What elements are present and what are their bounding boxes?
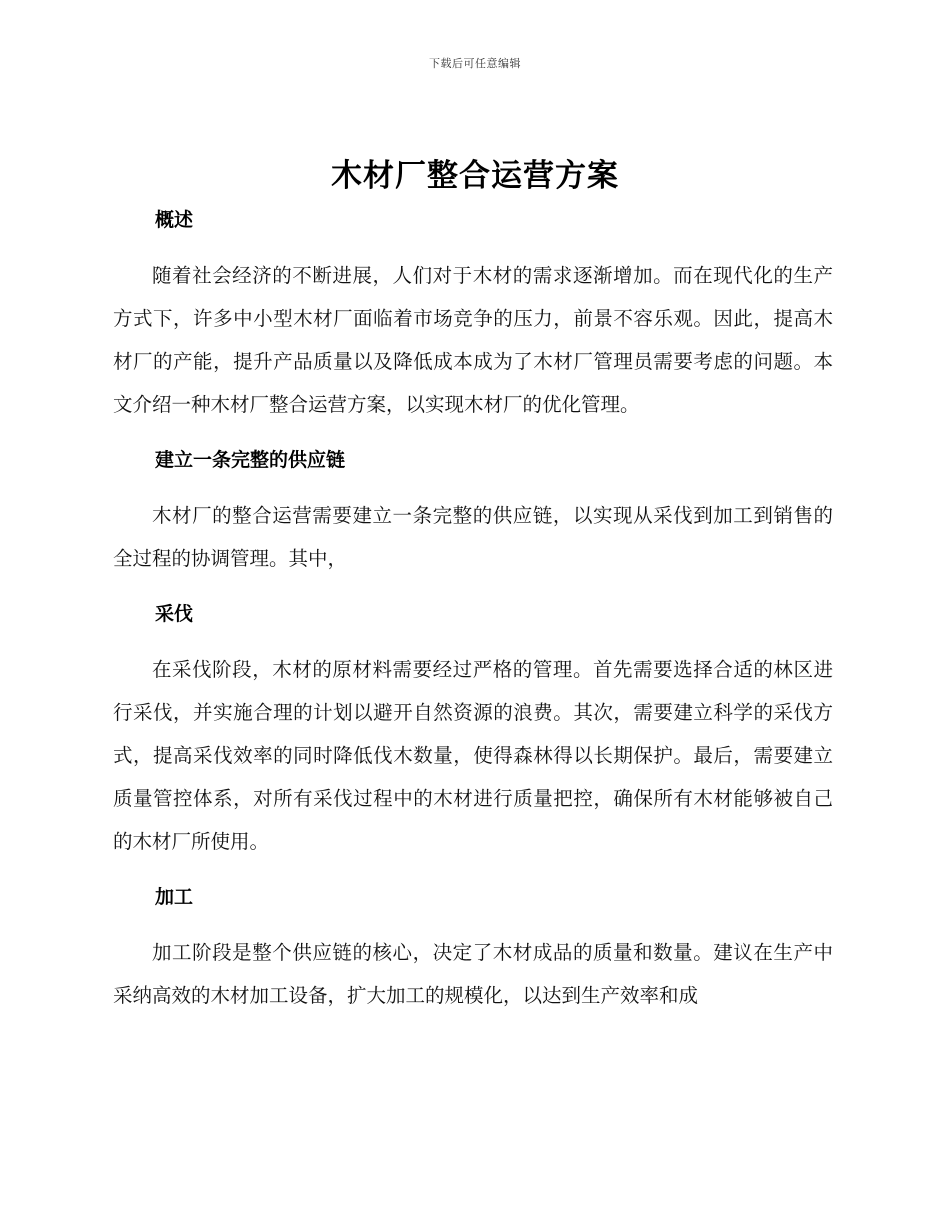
section-supply-chain [113, 440, 833, 580]
document-title: 木材厂整合运营方案 [331, 158, 619, 194]
section-paragraph: 在采伐阶段，木材的原材料需要经过严格的管理。首先需要选择合适的林区进行采伐，并实施合理的计划以避开自然资源的浪费。其次，需要建立科学的采伐方式，提高采伐效率的同时降低伐木数量，使得森林得以长期保护。最后，需要建立质量管控体系，对所有采伐过程中的木材进行质量把控，确保所有木材能够被自己的木材厂所使用。 [113, 658, 833, 853]
section-processing [113, 877, 833, 1017]
document-body [113, 200, 833, 1031]
header-note: 下载后可任意编辑 [429, 57, 521, 70]
section-heading: 建立一条完整的供应链 [155, 449, 346, 471]
section-heading: 加工 [155, 886, 194, 908]
section-paragraph: 加工阶段是整个供应链的核心，决定了木材成品的质量和数量。建议在生产中采纳高效的木材加工设备，扩大加工的规模化，以达到生产效率和成 [113, 941, 833, 1007]
section-heading: 采伐 [155, 603, 194, 625]
section-logging [113, 594, 833, 863]
section-heading: 概述 [155, 209, 194, 231]
section-paragraph: 随着社会经济的不断进展，人们对于木材的需求逐渐增加。而在现代化的生产方式下，许多中小型木材厂面临着市场竞争的压力，前景不容乐观。因此，提高木材厂的产能，提升产品质量以及降低成本成为了木材厂管理员需要考虑的问题。本文介绍一种木材厂整合运营方案，以实现木材厂的优化管理。 [113, 264, 833, 416]
section-overview [113, 200, 833, 426]
section-paragraph: 木材厂的整合运营需要建立一条完整的供应链，以实现从采伐到加工到销售的全过程的协调管理。其中， [113, 504, 833, 570]
